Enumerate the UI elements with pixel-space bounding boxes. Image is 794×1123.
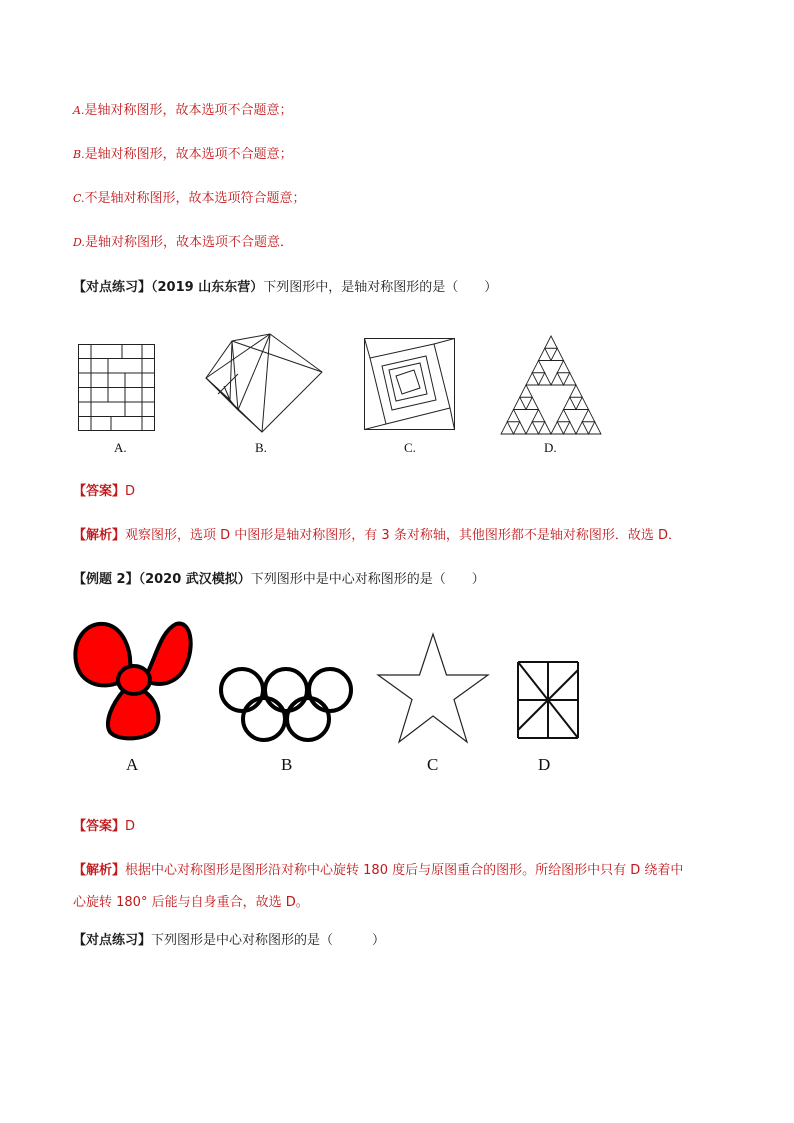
q1-answer [73, 482, 135, 502]
q2-figure-d [514, 658, 582, 742]
q3-question [73, 931, 385, 951]
q1-figure-d [499, 334, 603, 436]
analysis-tag: 【解析】 [73, 863, 126, 878]
analysis-text: 根据中心对称图形是图形沿对称中心旋转 180 度后与原图重合的图形。所给图形中只有 D 绕着中 [125, 863, 684, 878]
q1-text: 下列图形中，是轴对称图形的是（ ） [263, 280, 498, 295]
q2-source: （2020 武汉模拟） [138, 572, 251, 587]
q2-figure-c [376, 632, 490, 746]
option-text: 不是轴对称图形，故本选项符合题意； [84, 191, 306, 206]
q2-analysis-line1 [73, 861, 683, 881]
answer-tag: 【答案】 [73, 819, 126, 834]
option-letter: D. [73, 236, 85, 249]
q1-caption-a: A. [114, 440, 127, 455]
answer-value: D [125, 484, 136, 499]
option-b [73, 145, 293, 165]
q2-caption-b: B [281, 755, 293, 774]
answer-value: D [125, 819, 136, 834]
option-letter: C. [73, 192, 85, 205]
q2-text: 下列图形中是中心对称图形的是（ ） [250, 572, 485, 587]
q1-source: （2019 山东东营） [151, 280, 264, 295]
option-letter: A. [73, 104, 85, 117]
q1-analysis [73, 526, 681, 546]
q2-caption-c: C [427, 755, 439, 774]
option-letter: B. [73, 148, 85, 161]
option-text: 是轴对称图形，故本选项不合题意． [84, 235, 293, 250]
q1-caption-c: C. [404, 440, 416, 455]
q1-figure-c [364, 338, 456, 430]
option-d [73, 233, 293, 253]
analysis-tag: 【解析】 [73, 528, 126, 543]
q3-text: 下列图形是中心对称图形的是（ ） [151, 933, 386, 948]
q2-figure-b [218, 662, 354, 746]
option-c [73, 189, 306, 209]
option-a [73, 101, 292, 121]
q2-question [73, 570, 485, 590]
answer-tag: 【答案】 [73, 484, 126, 499]
q2-tag: 【例题 2】 [73, 572, 139, 587]
q2-answer [73, 817, 135, 837]
q2-caption-d: D [538, 755, 551, 774]
q1-question [73, 278, 497, 298]
q1-figure-a [78, 344, 156, 432]
q1-figure-b [204, 334, 326, 434]
q1-caption-b: B. [255, 440, 267, 455]
analysis-text: 观察图形，选项 D 中图形是轴对称图形，有 3 条对称轴，其他图形都不是轴对称图形．故选 D． [125, 528, 681, 543]
q1-tag: 【对点练习】 [73, 280, 152, 295]
q2-analysis-line2: 心旋转 180° 后能与自身重合，故选 D。 [73, 895, 309, 910]
option-text: 是轴对称图形，故本选项不合题意； [84, 147, 293, 162]
q2-caption-a: A [126, 755, 139, 774]
q1-caption-d: D. [544, 440, 557, 455]
q3-tag: 【对点练习】 [73, 933, 152, 948]
q2-figure-a [72, 618, 194, 742]
option-text: 是轴对称图形，故本选项不合题意； [84, 103, 293, 118]
